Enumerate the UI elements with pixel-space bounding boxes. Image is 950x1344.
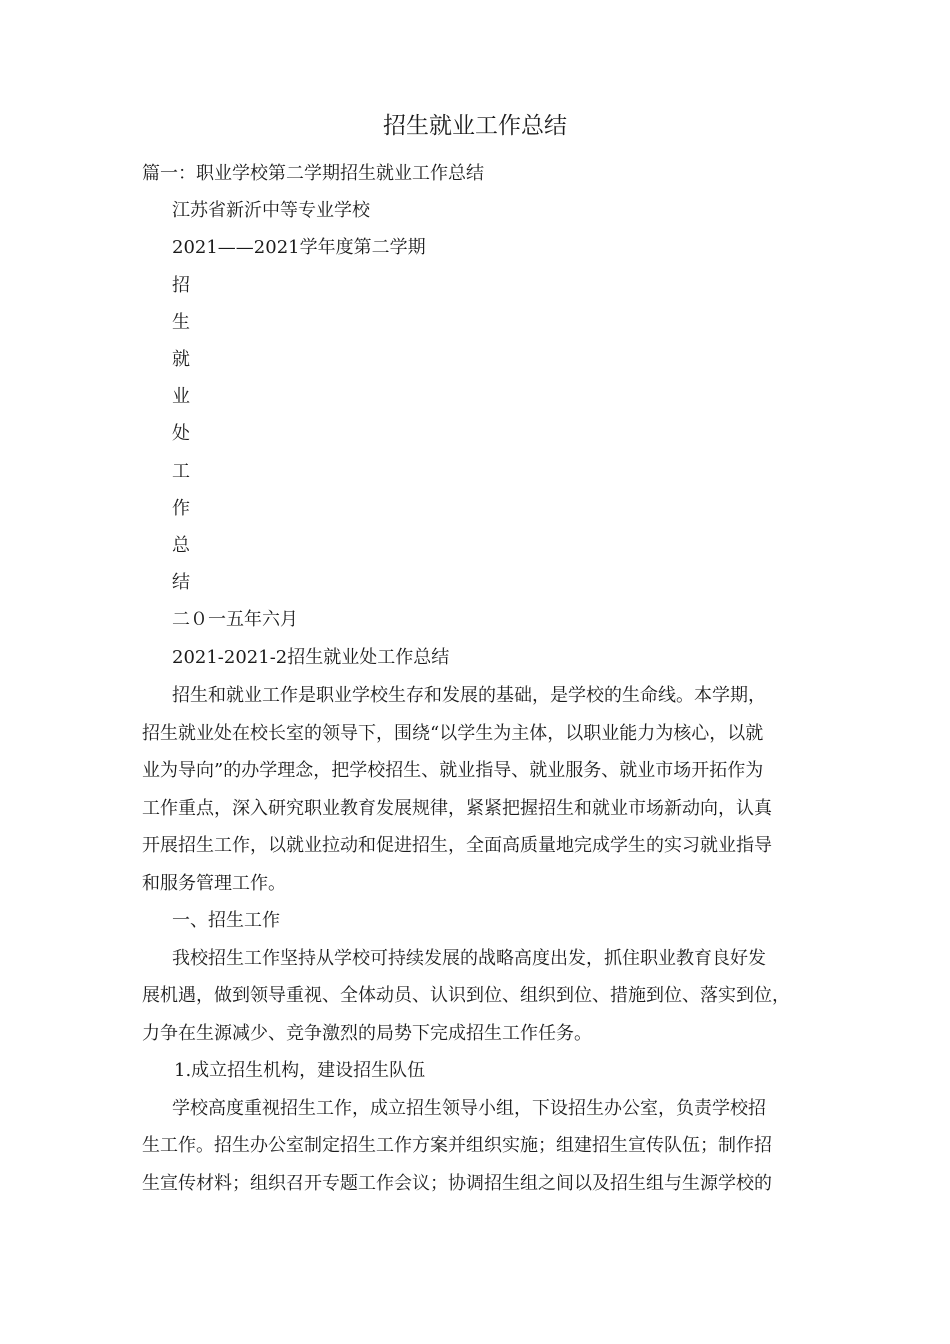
school-name: 江苏省新沂中等专业学校 xyxy=(172,200,370,221)
vertical-title-char: 总 xyxy=(172,535,190,556)
paragraph-line: 我校招生工作坚持从学校可持续发展的战略高度出发，抓住职业教育良好发 xyxy=(172,948,766,969)
paragraph-line: 招生和就业工作是职业学校生存和发展的基础，是学校的生命线。本学期， xyxy=(172,685,766,706)
vertical-title-char: 工 xyxy=(172,461,190,482)
paragraph-line: 工作重点，深入研究职业教育发展规律，紧紧把握招生和就业市场新动向，认真 xyxy=(142,798,772,819)
paragraph-line: 业为导向”的办学理念，把学校招生、就业指导、就业服务、就业市场开拓作为 xyxy=(142,760,764,781)
term-line: 2021——2021学年度第二学期 xyxy=(172,237,426,258)
date-line: 二０一五年六月 xyxy=(172,609,298,630)
vertical-title-char: 招 xyxy=(172,275,190,296)
vertical-title-char: 作 xyxy=(172,498,190,519)
paragraph-line: 招生就业处在校长室的领导下，围绕“以学生为主体，以职业能力为核心，以就 xyxy=(142,723,764,744)
section-heading: 篇一：职业学校第二学期招生就业工作总结 xyxy=(142,163,484,184)
vertical-title-char: 生 xyxy=(172,312,190,333)
paragraph-line: 学校高度重视招生工作，成立招生领导小组，下设招生办公室，负责学校招 xyxy=(172,1098,766,1119)
section-heading-recruitment: 一、招生工作 xyxy=(172,910,280,931)
paragraph-line: 展机遇，做到领导重视、全体动员、认识到位、组织到位、措施到位、落实到位， xyxy=(142,985,790,1006)
paragraph-line: 开展招生工作，以就业拉动和促进招生，全面高质量地完成学生的实习就业指导 xyxy=(142,835,772,856)
vertical-title-char: 处 xyxy=(172,423,190,444)
paragraph-line: 生宣传材料；组织召开专题工作会议；协调招生组之间以及招生组与生源学校的 xyxy=(142,1173,772,1194)
vertical-title-char: 业 xyxy=(172,386,190,407)
subheading-organization: 1.成立招生机构，建设招生队伍 xyxy=(174,1060,426,1081)
paragraph-line: 力争在生源减少、竞争激烈的局势下完成招生工作任务。 xyxy=(142,1023,592,1044)
vertical-title-char: 就 xyxy=(172,349,190,370)
paragraph-line: 和服务管理工作。 xyxy=(142,873,286,894)
document-title: 招生就业工作总结 xyxy=(383,113,567,139)
vertical-title-char: 结 xyxy=(172,572,190,593)
report-title: 2021-2021-2招生就业处工作总结 xyxy=(172,647,450,668)
paragraph-line: 生工作。招生办公室制定招生工作方案并组织实施；组建招生宣传队伍；制作招 xyxy=(142,1135,772,1156)
